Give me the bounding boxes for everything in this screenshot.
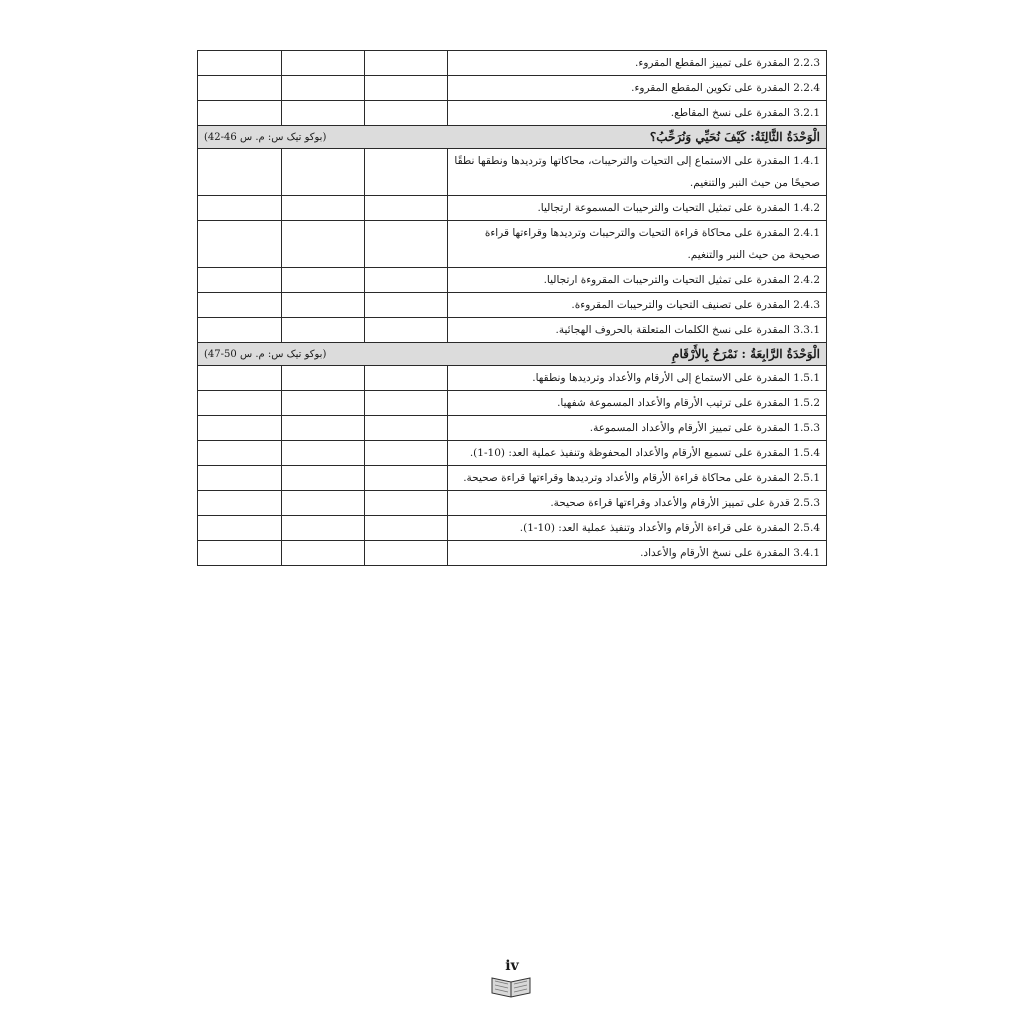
check-cell bbox=[198, 441, 282, 466]
unit-header-row bbox=[198, 343, 827, 366]
check-cell bbox=[198, 366, 282, 391]
objective-text: 2.4.1 المقدرة على محاكاة قراءة التحيات والترحيبات وترديدها وقراءتها قراءة صحيحة من حيث النبر والتنغيم. bbox=[448, 221, 827, 268]
unit-title: الْوَحْدَةُ الثَّالِثَةُ: كَيْفَ نُحَيِّي وَنُرَحِّبُ؟ bbox=[649, 130, 820, 144]
check-cell bbox=[282, 391, 365, 416]
check-cell bbox=[282, 149, 365, 196]
objective-text: 2.5.1 المقدرة على محاكاة قراءة الأرقام والأعداد وترديدها وقراءتها قراءة صحيحة. bbox=[448, 466, 827, 491]
check-cell bbox=[282, 516, 365, 541]
table-row bbox=[198, 541, 827, 566]
check-cell bbox=[198, 76, 282, 101]
objective-text: 2.4.3 المقدرة على تصنيف التحيات والترحيبات المقروءة. bbox=[448, 293, 827, 318]
check-cell bbox=[282, 293, 365, 318]
check-cell bbox=[198, 391, 282, 416]
check-cell bbox=[282, 268, 365, 293]
table-row bbox=[198, 391, 827, 416]
table-row bbox=[198, 149, 827, 196]
objective-text: 2.5.3 قدرة على تمييز الأرقام والأعداد وقراءتها قراءة صحيحة. bbox=[448, 491, 827, 516]
table-row bbox=[198, 101, 827, 126]
check-cell bbox=[365, 491, 448, 516]
table-row bbox=[198, 366, 827, 391]
check-cell bbox=[198, 491, 282, 516]
check-cell bbox=[198, 516, 282, 541]
objective-text: 2.2.4 المقدرة على تكوين المقطع المقروء. bbox=[448, 76, 827, 101]
check-cell bbox=[365, 318, 448, 343]
check-cell bbox=[198, 318, 282, 343]
check-cell bbox=[365, 101, 448, 126]
check-cell bbox=[198, 221, 282, 268]
check-cell bbox=[365, 76, 448, 101]
open-book-icon bbox=[490, 974, 532, 998]
check-cell bbox=[282, 221, 365, 268]
unit-title: الْوَحْدَةُ الرَّابِعَةُ : نَمْرَحُ بِالأَرْقَامِ bbox=[672, 347, 820, 361]
check-cell bbox=[365, 149, 448, 196]
check-cell bbox=[365, 221, 448, 268]
check-cell bbox=[282, 541, 365, 566]
check-cell bbox=[365, 293, 448, 318]
table-row bbox=[198, 441, 827, 466]
check-cell bbox=[198, 268, 282, 293]
check-cell bbox=[198, 101, 282, 126]
objective-text: 2.5.4 المقدرة على قراءة الأرقام والأعداد وتنفيذ عملية العد: (10-1). bbox=[448, 516, 827, 541]
check-cell bbox=[198, 293, 282, 318]
unit-header-cell bbox=[198, 126, 827, 149]
check-cell bbox=[365, 416, 448, 441]
objective-text: 1.5.1 المقدرة على الاستماع إلى الأرقام والأعداد وترديدها ونطقها. bbox=[448, 366, 827, 391]
table-row bbox=[198, 466, 827, 491]
check-cell bbox=[282, 51, 365, 76]
check-cell bbox=[282, 318, 365, 343]
check-cell bbox=[365, 51, 448, 76]
check-cell bbox=[282, 416, 365, 441]
check-cell bbox=[365, 268, 448, 293]
check-cell bbox=[365, 516, 448, 541]
table-row bbox=[198, 196, 827, 221]
objective-text: 2.2.3 المقدرة على تمييز المقطع المقروء. bbox=[448, 51, 827, 76]
check-cell bbox=[365, 466, 448, 491]
check-cell bbox=[282, 441, 365, 466]
check-cell bbox=[365, 366, 448, 391]
objective-text: 1.5.2 المقدرة على ترتيب الأرقام والأعداد المسموعة شفهيا. bbox=[448, 391, 827, 416]
check-cell bbox=[365, 541, 448, 566]
objective-text: 1.4.1 المقدرة على الاستماع إلى التحيات والترحيبات، محاكاتها وترديدها ونطقها نطقًا صحيحًا من حيث النبر والتنغيم. bbox=[448, 149, 827, 196]
table-row bbox=[198, 491, 827, 516]
check-cell bbox=[365, 196, 448, 221]
check-cell bbox=[365, 441, 448, 466]
check-cell bbox=[198, 51, 282, 76]
objective-text: 2.4.2 المقدرة على تمثيل التحيات والترحيبات المقروءة ارتجاليا. bbox=[448, 268, 827, 293]
table-row bbox=[198, 516, 827, 541]
check-cell bbox=[282, 491, 365, 516]
check-cell bbox=[365, 391, 448, 416]
unit-header-cell bbox=[198, 343, 827, 366]
objective-text: 3.2.1 المقدرة على نسخ المقاطع. bbox=[448, 101, 827, 126]
objective-text: 3.3.1 المقدرة على نسخ الكلمات المتعلقة بالحروف الهجائية. bbox=[448, 318, 827, 343]
table-row bbox=[198, 318, 827, 343]
objective-text: 1.5.4 المقدرة على تسميع الأرقام والأعداد المحفوظة وتنفيذ عملية العد: (10-1). bbox=[448, 441, 827, 466]
objectives-table bbox=[197, 50, 827, 566]
check-cell bbox=[198, 541, 282, 566]
table-row bbox=[198, 293, 827, 318]
check-cell bbox=[282, 466, 365, 491]
table-row bbox=[198, 51, 827, 76]
check-cell bbox=[198, 149, 282, 196]
table-row bbox=[198, 221, 827, 268]
check-cell bbox=[198, 416, 282, 441]
objective-text: 3.4.1 المقدرة على نسخ الأرقام والأعداد. bbox=[448, 541, 827, 566]
table-row bbox=[198, 268, 827, 293]
unit-reference: (بوکو تیک س: م. س 46-42) bbox=[204, 131, 327, 143]
check-cell bbox=[198, 196, 282, 221]
check-cell bbox=[282, 196, 365, 221]
objective-text: 1.5.3 المقدرة على تمييز الأرقام والأعداد المسموعة. bbox=[448, 416, 827, 441]
check-cell bbox=[282, 101, 365, 126]
unit-reference: (بوکو تیک س: م. س 50-47) bbox=[204, 348, 327, 360]
check-cell bbox=[282, 366, 365, 391]
table-row bbox=[198, 76, 827, 101]
unit-header-row bbox=[198, 126, 827, 149]
objective-text: 1.4.2 المقدرة على تمثيل التحيات والترحيبات المسموعة ارتجاليا. bbox=[448, 196, 827, 221]
check-cell bbox=[282, 76, 365, 101]
page-number: iv bbox=[505, 958, 519, 974]
table-row bbox=[198, 416, 827, 441]
check-cell bbox=[198, 466, 282, 491]
